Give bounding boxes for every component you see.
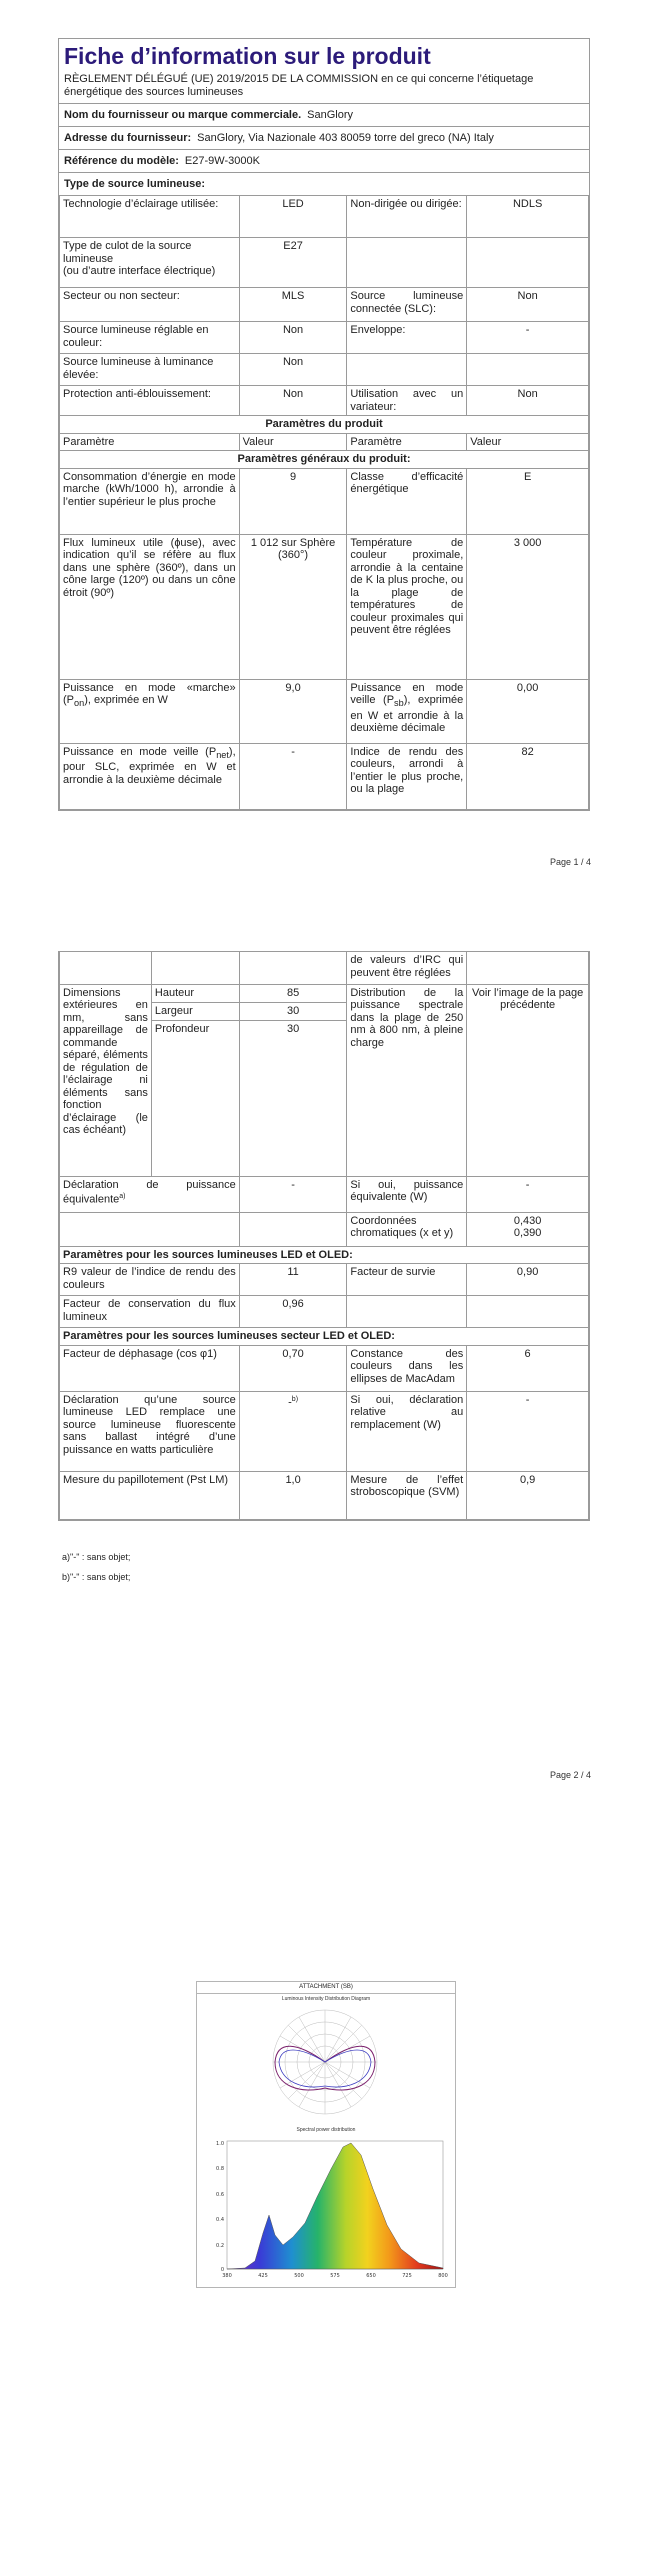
x-tick-label: 800 bbox=[438, 2273, 448, 2279]
table-row: Déclaration de puissance équivalente$^{a)}$ - Si oui, puissance équivalente (W) - bbox=[60, 1176, 589, 1212]
table-row: Facteur de conservation du flux lumineux 0,96 bbox=[60, 1296, 589, 1328]
spd-chart bbox=[197, 2133, 453, 2281]
y-tick-label: 0.8 bbox=[216, 2166, 224, 2172]
table-row: R9 valeur de l’indice de rendu des couleurs 11 Facteur de survie 0,90 bbox=[60, 1264, 589, 1296]
supplier-address-value: SanGlory, Via Nazionale 403 80059 torre del greco (NA) Italy bbox=[197, 132, 494, 144]
table-row: Type de culot de la source lumineuse (ou d’autre interface électrique) E27 bbox=[60, 238, 589, 288]
datasheet-frame-page-2 bbox=[58, 951, 590, 1521]
x-tick-label: 500 bbox=[294, 2273, 304, 2279]
polar-title: Luminous Intensity Distribution Diagram bbox=[281, 1996, 371, 2002]
mains-heading: Paramètres pour les sources lumineuses secteur LED et OLED: bbox=[60, 1328, 589, 1346]
y-tick-label: 0.2 bbox=[216, 2243, 224, 2249]
table-row: Source lumineuse réglable en couleur: Non Enveloppe: - bbox=[60, 322, 589, 354]
x-tick-label: 650 bbox=[366, 2273, 376, 2279]
source-type-table bbox=[59, 195, 589, 810]
table-row: Consommation d’énergie en mode marche (kWh/1000 h), arrondie à l’entier supérieur le plus proche 9 Classe d’efficacité énergétique E bbox=[60, 468, 589, 534]
attachment-image bbox=[196, 1981, 456, 2288]
spd-curve bbox=[227, 2143, 443, 2269]
attachment-header: ATTACHMENT (SB) bbox=[197, 1982, 455, 1994]
regulation-text: RÈGLEMENT DÉLÉGUÉ (UE) 2019/2015 DE LA COMMISSION en ce qui concerne l’étiquetage énergétique des sources lumineuses bbox=[59, 71, 589, 104]
x-tick-label: 575 bbox=[330, 2273, 340, 2279]
supplier-name-row bbox=[59, 104, 589, 127]
source-type-heading: Type de source lumineuse: bbox=[64, 178, 206, 190]
table-row: de valeurs d’IRC qui peuvent être réglées bbox=[60, 952, 589, 984]
footnote-b: b)"-" : sans objet; bbox=[62, 1572, 131, 1582]
spd-x-ticks bbox=[222, 2273, 448, 2279]
table-row: Secteur ou non secteur: MLS Source lumineuse connectée (SLC): Non bbox=[60, 288, 589, 322]
params-column-headers: Paramètre Valeur Paramètre Valeur bbox=[60, 433, 589, 451]
page-number: Page 1 / 4 bbox=[549, 857, 591, 867]
table-row: Déclaration qu’une source lumineuse LED remplace une source lumineuse fluorescente sans ballast intégré d’une puissance en watts particulière -$^{b)}$ Si oui, déclaration relative au remplacement (W) - bbox=[60, 1391, 589, 1471]
model-row bbox=[59, 150, 589, 173]
table-row: Source lumineuse à luminance élevée: Non bbox=[60, 354, 589, 386]
x-tick-label: 380 bbox=[222, 2273, 232, 2279]
table-row: Largeur 30 bbox=[60, 1002, 589, 1020]
x-tick-label: 425 bbox=[258, 2273, 268, 2279]
table-row: Puissance en mode «marche» $(P_{on})$, exprimée en W 9,0 Puissance en mode veille $(P_{sb})$, exprimée en W et arrondie à la deuxième décimale 0,00 bbox=[60, 679, 589, 743]
table-row: Facteur de déphasage (cos φ1) 0,70 Constance des couleurs dans les ellipses de MacAdam 6 bbox=[60, 1345, 589, 1391]
y-tick-label: 0 bbox=[220, 2267, 224, 2273]
model-label: Référence du modèle: bbox=[64, 155, 179, 167]
supplier-address-label: Adresse du fournisseur: bbox=[64, 132, 192, 144]
table-row: Dimensions extérieures en mm, sans appareillage de commande séparé, éléments de régulation de l’éclairage ni éléments sans fonction d’éclairage (le cas échéant) Hauteur 85 Distribution de la puissance spectrale dans la plage de 250 nm à 800 nm, à pleine charge Voir l’image de la page précédente bbox=[60, 984, 589, 1002]
table-row: Profondeur 30 bbox=[60, 1020, 589, 1176]
footnotes bbox=[62, 1547, 130, 1587]
datasheet-frame-page-1 bbox=[58, 38, 590, 811]
table-row: Mesure du papillotement (Pst LM) 1,0 Mesure de l’effet stroboscopique (SVM) 0,9 bbox=[60, 1471, 589, 1519]
page-number: Page 2 / 4 bbox=[549, 1770, 591, 1780]
table-row: Protection anti-éblouissement: Non Utilisation avec un variateur: Non bbox=[60, 386, 589, 416]
footnote-a: a)"-" : sans objet; bbox=[62, 1552, 131, 1562]
polar-diagram bbox=[197, 2002, 453, 2120]
page-title: Fiche d’information sur le produit bbox=[64, 43, 431, 69]
led-oled-heading: Paramètres pour les sources lumineuses LED et OLED: bbox=[60, 1246, 589, 1264]
spd-title: Spectral power distribution bbox=[296, 2127, 356, 2133]
params-heading-row: Paramètres du produit bbox=[60, 416, 589, 434]
y-tick-label: 0.4 bbox=[216, 2217, 224, 2223]
params-table-continued bbox=[59, 952, 589, 1520]
page-1 bbox=[0, 0, 649, 900]
general-params-heading: Paramètres généraux du produit: bbox=[60, 451, 589, 469]
table-row: Technologie d’éclairage utilisée: LED Non-dirigée ou dirigée: NDLS bbox=[60, 196, 589, 238]
table-row: Coordonnées chromatiques (x et y) 0,430 0,390 bbox=[60, 1212, 589, 1246]
y-tick-label: 1.0 bbox=[216, 2141, 224, 2147]
model-value: E27-9W-3000K bbox=[184, 155, 260, 167]
table-row: Puissance en mode veille $(P_{net})$, pour SLC, exprimée en W et arrondie à la deuxième décimale - Indice de rendu des couleurs, arrondi à l’entier le plus proche, ou la plage 82 bbox=[60, 743, 589, 809]
spd-y-ticks bbox=[216, 2141, 224, 2273]
x-tick-label: 725 bbox=[402, 2273, 412, 2279]
supplier-name-label: Nom du fournisseur ou marque commerciale. bbox=[64, 109, 302, 121]
y-tick-label: 0.6 bbox=[216, 2192, 224, 2198]
supplier-name-value: SanGlory bbox=[307, 109, 354, 121]
supplier-address-row bbox=[59, 127, 589, 150]
table-row: Flux lumineux utile (ɸuse), avec indication qu’il se réfère au flux dans une sphère (360º), dans un cône large (120º) ou dans un cône étroit (90º) 1 012 sur Sphère (360°) Température de couleur proximale, arrondie à la centaine de K la plus proche, ou la plage de températures de couleur proximales qui peuvent être réglées 3 000 bbox=[60, 534, 589, 679]
